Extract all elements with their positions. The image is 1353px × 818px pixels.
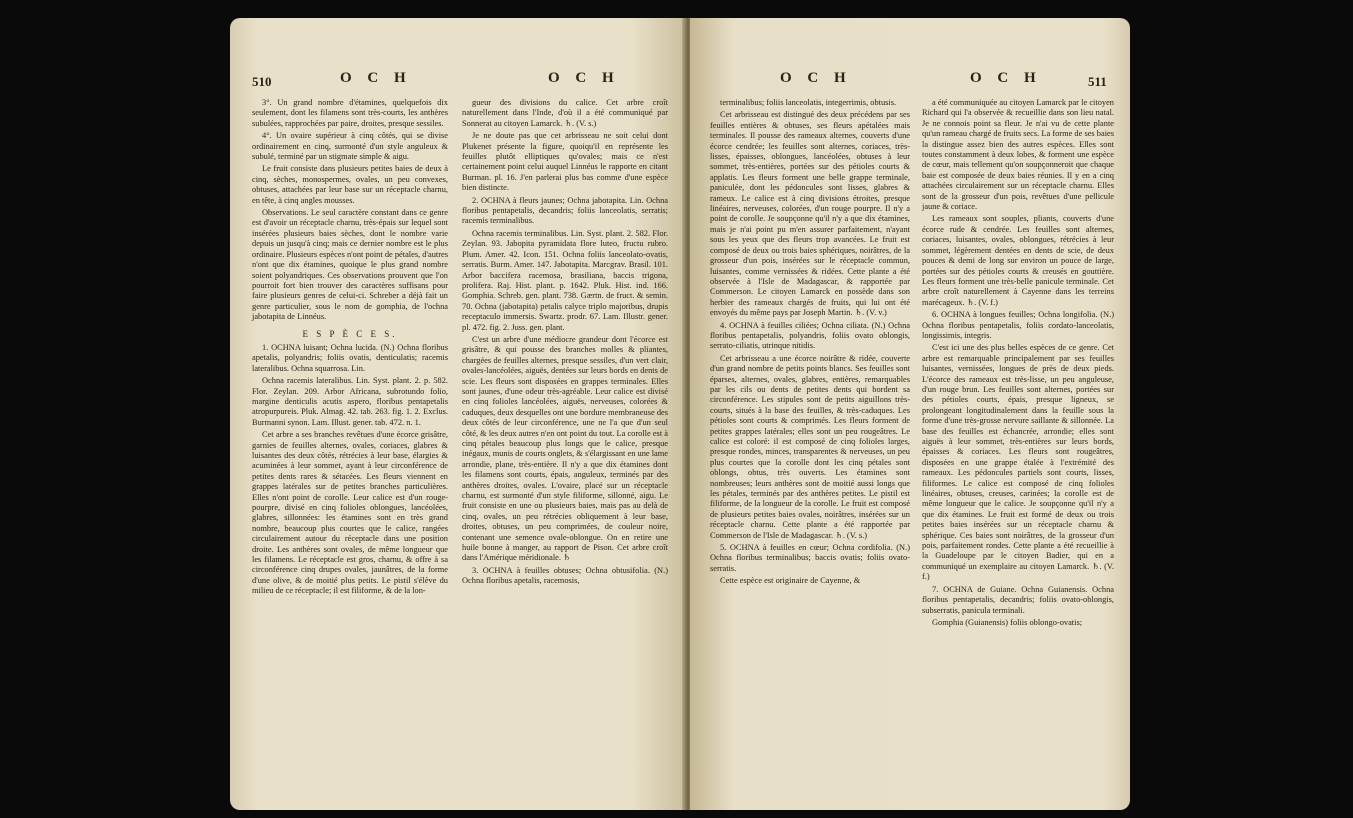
paragraph: E S P È C E S. — [302, 328, 398, 339]
paragraph: Je ne doute pas que cet arbrisseau ne soit celui dont Plukenet présente la figure, quoiqu'il en représente les feuilles plutôt elliptiques qu'ovales; mais ce n'est certainement point celui auquel Linnéus le rapporte en citant Burman. pl. 16. J'en parlerai plus bas comme d'une espèce bien distincte. — [462, 131, 668, 193]
paragraph: 2. OCHNA à fleurs jaunes; Ochna jabotapita. Lin. Ochna floribus pentapetalis, decandris; foliis lanceolatis, serratis; racemis terminalibus. — [462, 195, 668, 226]
left-page — [230, 18, 686, 810]
running-header: O C H — [780, 70, 852, 86]
running-header: O C H — [970, 70, 1042, 86]
running-header: O C H — [548, 70, 620, 86]
text-column — [922, 98, 1114, 630]
paragraph: Gomphia (Guianensis) foliis oblongo-ovatis; — [932, 617, 1083, 627]
paragraph: Cet arbrisseau est distingué des deux précédens par ses feuilles entières & obtuses, ses fleurs apétalées mais terminales. Il pousse des rameaux alternes, couverts d'une écorce cendrée; les feuilles sont alternes, coriaces, très-lisses, épaisses, oblongues, lancéolées, obtuses à leur sommet, très-entières, portées sur des pétioles courts & applatis. Les fleurs forment une belle grappe terminale, paniculée, dont les pédoncules sont lisses, glabres & rameux. Le calice est à cinq divisions étroites, presque linéaires, nerveuses, colorées, d'un rouge pourpre. Il n'y a point de corolle. Je soupçonne qu'il n'y a que dix étamines, mais je n'ai point pu m'en assurer parfaitement, n'ayant sous les yeux que des fleurs trop avancées. Le fruit est composé de deux ou trois baies sphériques, noirâtres, de la grosseur d'un pois, insérées sur le réceptacle commun, luisantes, comme vernissées & ridées. Cette plante a été observée à l'Isle de Madagascar, & rapportée par Commerson. Le citoyen Lamarck en possède dans son herbier des rameaux chargés de fruits, qui lui ont été envoyés du même pays par Joseph Martin. ♄. (V. v.) — [710, 110, 910, 318]
paragraph: Ochna racemis lateralibus. Lin. Syst. plant. 2. p. 582. Flor. Zeylan. 209. Arbor Africana, subrotundo folio, margine denticulis acutis aspero, floribus pentapetalis atropurpureis. Pluk. Almag. 42. tab. 263. fig. 1. 2. Exclus. Burmanni synon. Lam. Illust. gener. tab. 472. n. 1. — [252, 376, 448, 427]
paragraph: terminalibus; foliis lanceolatis, integerrimis, obtusis. — [720, 98, 897, 107]
paragraph: 5. OCHNA à feuilles en cœur; Ochna cordifolia. (N.) Ochna floribus terminalibus; baccis ovatis; foliis ovato-serratis. — [710, 543, 910, 573]
paragraph: gueur des divisions du calice. Cet arbre croît naturellement dans l'Inde, d'où il a été communiqué par Sonnerat au citoyen Lamarck. ♄. (V. s.) — [462, 98, 668, 128]
paragraph: Observations. Le seul caractère constant dans ce genre est d'avoir un réceptacle charnu, très-épais sur lequel sont insérées plusieurs baies sèches, dont le nombre varie depuis un jusqu'à cinq; mais ce dernier nombre est le plus ordinaire. Plusieurs espèces n'ont point de pétales, d'autres n'ont que dix étamines, quoique le plus grand nombre soient polyandriques. Ces observations prouvent que l'on pourroit fort bien trouver des caractères suffisans pour faire plusieurs genres de celui-ci. Schreber a déjà fait un genre particulier, sous le nom de gomphia, de l'ochna jabotapita de Linnéus. — [252, 208, 448, 322]
page-number: 510 — [252, 74, 272, 89]
paragraph: 6. OCHNA à longues feuilles; Ochna longifolia. (N.) Ochna floribus pentapetalis, foliis cordato-lanceolatis, longissimis, integris. — [922, 310, 1114, 340]
paragraph: 7. OCHNA de Guiane. Ochna Guianensis. Ochna floribus pentapetalis, decandris; foliis ovato-oblongis, subserratis, panicula terminali. — [922, 584, 1114, 615]
paragraph: Cet arbre a ses branches revêtues d'une écorce grisâtre, garnies de feuilles alternes, ovales, coriaces, glabres & luisantes des deux côtés, rétrécies à leur base, élargies & acuminées à leur sommet, ayant à leur circonférence de petites dents rares & sétacées. Les fleurs viennent en grappes latérales sur de petites branches particulières. Elles n'ont point de corolle. Leur calice est d'un rouge-pourpre, divisé en cinq folioles oblongues, lancéolées, glabres, sillonnées: les étamines sont en très grand nombre, beaucoup plus courtes que le calice, rangées circulairement autour du réceptacle dans une position droite. Les anthères sont ovales, de même longueur que les filamens. Le réceptacle est gros, charnu, & offre à sa circonférence cinq drupes ovales, jaunâtres, de la forme d'une olive, & de moitié plus petits. Le pistil s'élève du milieu de ce réceptacle; il est filiforme, & de la lon- — [252, 430, 448, 596]
running-header: O C H — [340, 70, 412, 86]
text-column — [462, 98, 668, 589]
text-column — [710, 98, 910, 589]
paragraph: 4°. Un ovaire supérieur à cinq côtés, qui se divise ordinairement en cinq, surmonté d'un style anguleux & subulé, terminé par un stigmate simple & aigu. — [252, 131, 448, 162]
paragraph: 4. OCHNA à feuilles ciliées; Ochna ciliata. (N.) Ochna floribus pentapetalis, polyandris, foliis ovato oblongis, serrato-ciliatis, utrinque nitidis. — [710, 320, 910, 351]
paragraph: Le fruit consiste dans plusieurs petites baies de deux à cinq, sèches, monospermes, ovales, un peu convexes, obtuses, attachées par leur base sur un réceptacle charnu, en tête, à cinq angles mousses. — [252, 164, 448, 205]
paragraph: 3. OCHNA à feuilles obtuses; Ochna obtusifolia. (N.) Ochna floribus apetalis, racemosis, — [462, 565, 668, 586]
page-number: 511 — [1088, 74, 1107, 89]
paragraph: Les rameaux sont souples, pliants, couverts d'une écorce rude & cendrée. Les feuilles sont alternes, coriaces, luisantes, ovales, oblongues, rétrécies à leur sommet, légèrement dentées en dents de scie, de deux pouces & demi de long sur environ un pouce de large, portées sur des pétioles courts & creusés en gouttière. Les fleurs forment une très-belle panicule terminale. Cet arbre croît naturellement à Cayenne dans les terreins marécageux. ♄. (V. f.) — [922, 214, 1114, 307]
paragraph: Ochna racemis terminalibus. Lin. Syst. plant. 2. 582. Flor. Zeylan. 93. Jabopita pyramidata flore luteo, fructu rubro. Plum. Amer. 42. Icon. 151. Ochna foliis lanceolato-ovatis, serratis. Burm. Amer. 147. Jabotapita. Marcgrav. Brasil. 101. Arbor baccifera racemosa, brasiliana, baccis trigona, prolifera. Raj. Hist. plant. p. 1642. Pluk. Hist. ind. 166. Gomphia. Schreb. gen. plant. 738. Gærtn. de fruct. & semin. 70. Ochna (jabotapita) petalis calyce triplo majoribus, drupis receptaculo immersis. Swartz. prodr. 67. Lam. Illustr. gener. pl. 472. fig. 2. Juss. gen. plant. — [462, 228, 668, 332]
paragraph: 3°. Un grand nombre d'étamines, quelquefois dix seulement, dont les filamens sont très-courts, les anthères subulées, rapprochées par paire, droites, presque sessiles. — [252, 98, 448, 128]
paragraph: Cette espèce est originaire de Cayenne, & — [720, 576, 861, 586]
right-page — [690, 18, 1130, 810]
paragraph: C'est un arbre d'une médiocre grandeur dont l'écorce est grisâtre, & qui pousse des branches molles & pliantes, chargées de feuilles alternes, presque sessiles, d'un vert clair, ovales-lancéolées, aiguës, dentées sur leurs bords en dents de scie. Les fleurs sont disposées en grappes terminales. Elles sont jaunes, d'une odeur très-agréable. Leur calice est divisé en cinq folioles lancéolées, aiguës, nerveuses, colorées & caduques, deux desquelles ont une bordure membraneuse des deux côtés de leur circonférence, une ne l'a que d'un seul côté, & les deux autres n'en ont point du tout. La corolle est à cinq pétales beaucoup plus longs que le calice, presque inégaux, munis de courts onglets, & s'élargissant en une lame arrondie, plane, très-entière. Il n'y a que dix étamines dont les filamens sont courts, épais, anguleux, terminés par des anthères droites, ovales. L'ovaire, placé sur un réceptacle charnu, est surmonté d'un style filiforme, sillonné, aigu. Le fruit consiste en une ou plusieurs baies, mais pas au delà de cinq, ovales, un peu rétrécies obliquement à leur base, droites, obtuses, un peu comprimées, de couleur noire, contenant une semence ovale-oblongue. On en retire une huile bonne à manger, au rapport de Pison. Cet arbre croît dans l'Amérique méridionale. ♄ — [462, 334, 668, 563]
paragraph: 1. OCHNA luisant; Ochna lucida. (N.) Ochna floribus apetalis, polyandris; foliis ovatis, denticulatis; racemis lateralibus. Ochna squarrosa. Lin. — [252, 342, 448, 373]
text-column — [252, 98, 448, 599]
paragraph: a été communiquée au citoyen Lamarck par le citoyen Richard qui l'a observée & recueillie dans son lieu natal. Je ne connois point sa fleur. Je n'ai vu de cette plante qu'un rameau chargé de fruits secs. La forme de ses baies la distingue assez bien des autres espèces. Elles sont toutes constamment à deux lobes, & forment une espèce de cœur, mais tellement qu'on soupçonneroit que chaque baie est composée de deux baies réunies. Il y en a cinq attachées circulairement sur un réceptacle charnu. Elles sont de la grosseur d'un pois, revêtues d'une pellicule jaune & coriace. — [922, 98, 1114, 212]
paragraph: Cet arbrisseau a une écorce noirâtre & ridée, couverte d'un grand nombre de petits points blancs. Ses feuilles sont éparses, alternes, ovales, glabres, entières, remarquables par les cils ou dents de petites dents qui bordent sa circonférence. Les stipules sont de petits aiguillons très-courts, situés à la base des feuilles, & très-caduques. Les pétioles sont courts & comprimés. Les fleurs forment de petites grappes latérales; elles sont un peu rougeâtres. Le calice est coloré: il est composé de cinq folioles larges, presque rondes, minces, transparentes & nerveuses, un peu plus courtes que la corolle dont les cinq pétales sont oblongs, obtus, très ouverts. Les étamines sont nombreuses; leurs anthères sont de moitié aussi longs que les pétales, terminés par des anthères petites. Le pistil est filiforme, de la longueur de la corolle. Le fruit est composé de plusieurs petites baies ovales, noirâtres, insérées sur un réceptacle charnu. Cette plante a été rapportée par Commerson de l'Isle de Madagascar. ♄. (V. s.) — [710, 353, 910, 540]
open-book — [230, 18, 1130, 810]
paragraph: C'est ici une des plus belles espèces de ce genre. Cet arbre est remarquable principalement par ses feuilles luisantes, vernissées, longues de près de deux pieds. L'écorce des rameaux est très-lisse, un peu anguleuse, d'un rouge brun. Les feuilles sont alternes, portées sur des pétioles courts, épais, presque ligneux, se prolongeant longitudinalement dans la feuille sous la forme d'une très-grosse nervure saillante & sillonnée. La base des feuilles est échancrée, arrondie; elles sont aiguës à leur sommet, très-entières sur leurs bords, épaisses & coriaces. Les fleurs sont rougeâtres, disposées en une grappe étalée à l'extrémité des rameaux. Les pédoncules partiels sont courts, lisses, filiformes. Le calice est composé de cinq folioles linéaires, obtuses, creuses, carinées; la corolle est de même longueur que le calice. Je soupçonne qu'il n'y a que dix étamines. Le fruit est formé de deux ou trois petites baies insérées sur un réceptacle charnu & sphérique. Ces baies sont noirâtres, de la grosseur d'un pois, parfaitement rondes. Cette plante a été recueillie à la Guadeloupe par le citoyen Badier, qui en a communiqué un exemplaire au citoyen Lamarck. ♄. (V. f.) — [922, 343, 1114, 582]
